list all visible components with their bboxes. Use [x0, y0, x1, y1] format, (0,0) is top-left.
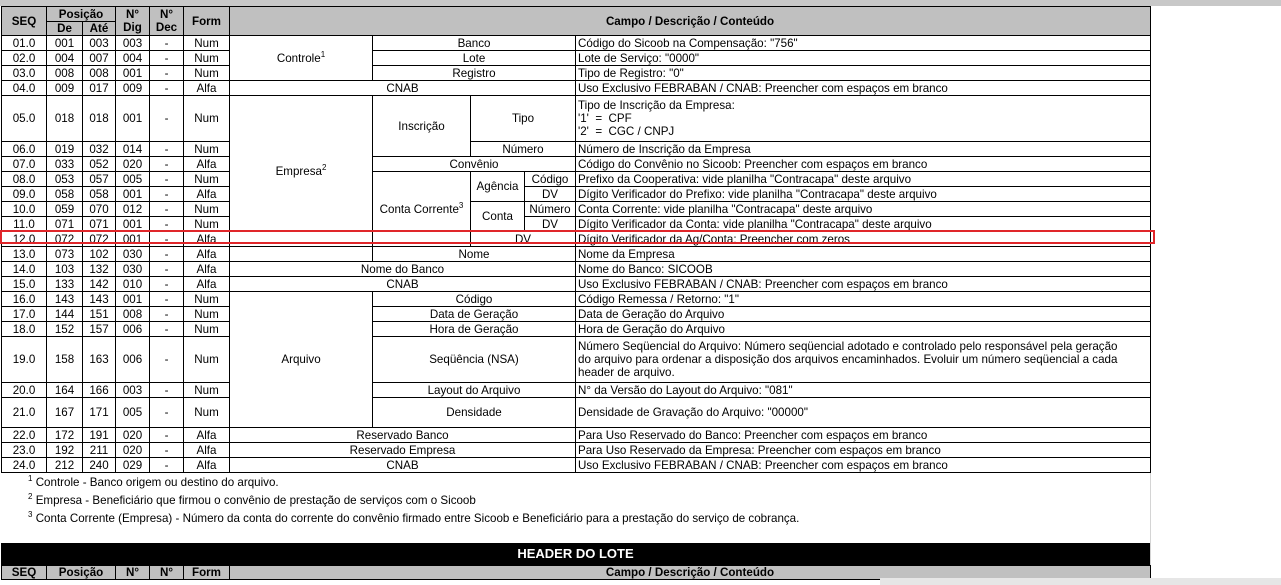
- footnote-1: $^1$ Controle - Banco origem ou destino do arquivo.: [28, 474, 279, 489]
- cell-dec: -: [150, 142, 184, 157]
- cell-dec: -: [150, 428, 184, 443]
- cell-dig: 001: [116, 66, 150, 81]
- cell-de: 019: [47, 142, 83, 157]
- cell-seq: 24.0: [2, 458, 47, 473]
- cell-dec: -: [150, 172, 184, 187]
- table-row: [2, 81, 1151, 96]
- cell-form: Alfa: [184, 277, 230, 292]
- cell-ate: 007: [83, 51, 116, 66]
- cell-seq: 03.0: [2, 66, 47, 81]
- cell-desc: Prefixo da Cooperativa: vide planilha "Contracapa" deste arquivo: [576, 172, 1151, 187]
- cell-form: Num: [184, 142, 230, 157]
- table-row: [2, 443, 1151, 458]
- cell-field: Seqüência (NSA): [373, 337, 576, 383]
- cell-de: 164: [47, 383, 83, 398]
- cell-form: Num: [184, 66, 230, 81]
- table-row: [2, 157, 1151, 172]
- table-row: [2, 217, 1151, 232]
- cell-dec: -: [150, 66, 184, 81]
- cell-ate: 143: [83, 292, 116, 307]
- cell-dig: 006: [116, 337, 150, 383]
- cell-dec: -: [150, 337, 184, 383]
- cell-seq: 06.0: [2, 142, 47, 157]
- table-row: [2, 383, 1151, 398]
- cell-seq: 01.0: [2, 36, 47, 51]
- cell-seq: 20.0: [2, 383, 47, 398]
- cell-ate: 102: [83, 247, 116, 262]
- cell-de: 158: [47, 337, 83, 383]
- cell-dig: 003: [116, 36, 150, 51]
- cell-form: Num: [184, 307, 230, 322]
- cell-field: Nome: [373, 247, 576, 262]
- cell-field: Layout do Arquivo: [373, 383, 576, 398]
- cell-desc: Número Seqüencial do Arquivo: Número seqüencial adotado e controlado pelo responsável pela geração do arquivo para ordenar a disposição dos arquivos encaminhados. Evoluir um número seqüencial a cada header de arquivo.: [576, 337, 1151, 383]
- cell-field: Reservado Banco: [230, 428, 576, 443]
- cell-seq: 09.0: [2, 187, 47, 202]
- footnotes: [28, 476, 799, 530]
- cell-desc: Para Uso Reservado da Empresa: Preencher com espaços em branco: [576, 443, 1151, 458]
- cell-dec: -: [150, 51, 184, 66]
- table-row: [2, 398, 1151, 428]
- table-row: [2, 142, 1151, 157]
- cell-field: Convênio: [373, 157, 576, 172]
- cell-field: DV: [525, 187, 576, 202]
- cell-field: Código: [373, 292, 576, 307]
- cell-desc: Número de Inscrição da Empresa: [576, 142, 1151, 157]
- col-ate: Até: [83, 22, 116, 36]
- cell-form: Alfa: [184, 458, 230, 473]
- cell-desc: N° da Versão do Layout do Arquivo: "081": [576, 383, 1151, 398]
- cell-desc: Conta Corrente: vide planilha "Contracapa" deste arquivo: [576, 202, 1151, 217]
- cell-field: CNAB: [230, 277, 576, 292]
- cell-de: 152: [47, 322, 83, 337]
- cell-de: 143: [47, 292, 83, 307]
- cell-ate: 070: [83, 202, 116, 217]
- table-row: [2, 262, 1151, 277]
- cell-desc: Nome do Banco: SICOOB: [576, 262, 1151, 277]
- cell-field: Hora de Geração: [373, 322, 576, 337]
- cell-dec: -: [150, 202, 184, 217]
- cell-dig: 005: [116, 398, 150, 428]
- col-seq: SEQ: [2, 7, 47, 36]
- cell-form: Num: [184, 383, 230, 398]
- table-row: [2, 36, 1151, 51]
- cell-seq: 19.0: [2, 337, 47, 383]
- cell-de: 009: [47, 81, 83, 96]
- table-row: [2, 96, 1151, 142]
- cell-dec: -: [150, 247, 184, 262]
- cell-seq: 18.0: [2, 322, 47, 337]
- cell-de: 001: [47, 36, 83, 51]
- cell-ate: 072: [83, 232, 116, 247]
- cell-field: Reservado Empresa: [230, 443, 576, 458]
- cell-field: DV: [525, 217, 576, 232]
- footnote-2: $^2$ Empresa - Beneficiário que firmou o convênio de prestação de serviços com o Sicoob: [28, 492, 476, 507]
- cell-seq: 17.0: [2, 307, 47, 322]
- table-row: [2, 322, 1151, 337]
- cell-dec: -: [150, 262, 184, 277]
- cell-dec: -: [150, 398, 184, 428]
- cell-desc: Dígito Verificador do Prefixo: vide planilha "Contracapa" deste arquivo: [576, 187, 1151, 202]
- cell-desc: Código Remessa / Retorno: "1": [576, 292, 1151, 307]
- cell-seq: 14.0: [2, 262, 47, 277]
- cell-ate: 240: [83, 458, 116, 473]
- cell-desc: Dígito Verificador da Ag/Conta: Preencher com zeros: [576, 232, 1151, 247]
- cell-desc: Para Uso Reservado do Banco: Preencher com espaços em branco: [576, 428, 1151, 443]
- cell-form: Alfa: [184, 187, 230, 202]
- cell-field: Registro: [373, 66, 576, 81]
- cell-seq: 10.0: [2, 202, 47, 217]
- cell-dig: 001: [116, 232, 150, 247]
- cell-dig: 030: [116, 262, 150, 277]
- cell-dig: 020: [116, 428, 150, 443]
- cell-form: Num: [184, 172, 230, 187]
- cell-form: Num: [184, 217, 230, 232]
- cell-dig: 001: [116, 96, 150, 142]
- cell-form: Num: [184, 51, 230, 66]
- cell-ate: 052: [83, 157, 116, 172]
- cell-dig: 001: [116, 217, 150, 232]
- col-seq: SEQ: [2, 566, 47, 580]
- group-arquivo: Arquivo: [230, 292, 373, 428]
- col-ndig: N°: [116, 566, 150, 580]
- cell-form: Alfa: [184, 262, 230, 277]
- table-row: [2, 202, 1151, 217]
- cell-dig: 005: [116, 172, 150, 187]
- cell-dig: 004: [116, 51, 150, 66]
- cell-form: Alfa: [184, 247, 230, 262]
- cell-seq: 02.0: [2, 51, 47, 66]
- cell-form: Alfa: [184, 81, 230, 96]
- col-ndec: N° Dec: [150, 7, 184, 36]
- cell-ate: 071: [83, 217, 116, 232]
- group-controle: Controle$^1$: [230, 36, 373, 81]
- cell-dec: -: [150, 322, 184, 337]
- group-empresa-tail: [230, 247, 373, 262]
- table-row: [2, 66, 1151, 81]
- cell-dec: -: [150, 443, 184, 458]
- cell-form: Alfa: [184, 428, 230, 443]
- cell-desc: Uso Exclusivo FEBRABAN / CNAB: Preencher com espaços em branco: [576, 277, 1151, 292]
- cell-ate: 142: [83, 277, 116, 292]
- cell-de: 192: [47, 443, 83, 458]
- cell-de: 018: [47, 96, 83, 142]
- cell-form: Alfa: [184, 232, 230, 247]
- table-row: [2, 307, 1151, 322]
- cell-seq: 23.0: [2, 443, 47, 458]
- cell-field: DV: [471, 232, 576, 247]
- cell-desc: Densidade de Gravação do Arquivo: "00000": [576, 398, 1151, 428]
- table-row: [2, 292, 1151, 307]
- cell-form: Num: [184, 337, 230, 383]
- cell-ate: 003: [83, 36, 116, 51]
- cell-field: CNAB: [230, 458, 576, 473]
- cell-ate: 166: [83, 383, 116, 398]
- cell-dig: 030: [116, 247, 150, 262]
- table-row: [2, 337, 1151, 383]
- desc-line: '1' = CPF: [578, 112, 632, 125]
- cell-ate: 057: [83, 172, 116, 187]
- cell-de: 058: [47, 187, 83, 202]
- cell-seq: 22.0: [2, 428, 47, 443]
- col-posicao: Posição: [47, 566, 116, 580]
- cell-de: 059: [47, 202, 83, 217]
- cell-field: Número: [525, 202, 576, 217]
- cell-dec: -: [150, 292, 184, 307]
- col-form: Form: [184, 566, 230, 580]
- cell-seq: 11.0: [2, 217, 47, 232]
- cell-desc: Nome da Empresa: [576, 247, 1151, 262]
- cell-de: 004: [47, 51, 83, 66]
- cell-ate: 008: [83, 66, 116, 81]
- cell-desc: Código do Sicoob na Compensação: "756": [576, 36, 1151, 51]
- cell-seq: 08.0: [2, 172, 47, 187]
- group-inscricao: Inscrição: [373, 96, 471, 157]
- cell-dig: 001: [116, 292, 150, 307]
- footnote-3: $^3$ Conta Corrente (Empresa) - Número da conta do corrente do convênio firmado entre Sicoob e Beneficiário para a prestação do serviço de cobrança.: [28, 510, 800, 525]
- cell-field: Nome do Banco: [230, 262, 576, 277]
- cell-desc: Tipo de Registro: "0": [576, 66, 1151, 81]
- table-row: [2, 428, 1151, 443]
- cell-ate: 032: [83, 142, 116, 157]
- cell-ate: 018: [83, 96, 116, 142]
- cell-dec: -: [150, 458, 184, 473]
- cell-form: Alfa: [184, 443, 230, 458]
- cell-dec: -: [150, 277, 184, 292]
- cell-seq: 05.0: [2, 96, 47, 142]
- cell-ate: 157: [83, 322, 116, 337]
- cell-dec: -: [150, 232, 184, 247]
- cell-ate: 163: [83, 337, 116, 383]
- table-row: [2, 172, 1151, 187]
- cell-field: Banco: [373, 36, 576, 51]
- cell-dec: -: [150, 96, 184, 142]
- group-conta: Conta: [471, 202, 525, 232]
- cell-de: 053: [47, 172, 83, 187]
- cell-dig: 020: [116, 157, 150, 172]
- cell-dig: 001: [116, 187, 150, 202]
- cell-dig: 010: [116, 277, 150, 292]
- table-row: [2, 277, 1151, 292]
- cell-dec: -: [150, 187, 184, 202]
- cell-dec: -: [150, 36, 184, 51]
- cell-desc: Hora de Geração do Arquivo: [576, 322, 1151, 337]
- cell-form: Num: [184, 398, 230, 428]
- cell-dig: 006: [116, 322, 150, 337]
- section-title: HEADER DO LOTE: [1, 543, 1150, 565]
- col-ndig: N° Dig: [116, 7, 150, 36]
- cell-field: Código: [525, 172, 576, 187]
- cell-ate: 151: [83, 307, 116, 322]
- col-form: Form: [184, 7, 230, 36]
- cell-de: 008: [47, 66, 83, 81]
- cell-desc: Lote de Serviço: "0000": [576, 51, 1151, 66]
- header-arquivo-table: [1, 6, 1151, 473]
- cell-de: 073: [47, 247, 83, 262]
- cell-seq: 13.0: [2, 247, 47, 262]
- cell-de: 167: [47, 398, 83, 428]
- cell-form: Num: [184, 202, 230, 217]
- cell-seq: 04.0: [2, 81, 47, 96]
- cell-dig: 003: [116, 383, 150, 398]
- desc-line: Tipo de Inscrição da Empresa:: [578, 99, 735, 112]
- cell-field: CNAB: [230, 81, 576, 96]
- col-ndec: N°: [150, 566, 184, 580]
- cell-de: 103: [47, 262, 83, 277]
- bottom-strip: [880, 578, 1281, 585]
- cell-seq: 15.0: [2, 277, 47, 292]
- cell-dig: 008: [116, 307, 150, 322]
- cell-dec: -: [150, 217, 184, 232]
- cell-dig: 014: [116, 142, 150, 157]
- cell-dig: 009: [116, 81, 150, 96]
- cell-dec: -: [150, 157, 184, 172]
- cell-form: Num: [184, 96, 230, 142]
- cell-ate: 191: [83, 428, 116, 443]
- cell-form: Num: [184, 36, 230, 51]
- cell-desc: [576, 96, 1151, 142]
- cell-seq: 12.0: [2, 232, 47, 247]
- table-row: [2, 458, 1151, 473]
- cell-field: Data de Geração: [373, 307, 576, 322]
- cell-field: Lote: [373, 51, 576, 66]
- cell-seq: 21.0: [2, 398, 47, 428]
- cell-de: 144: [47, 307, 83, 322]
- cell-ate: 211: [83, 443, 116, 458]
- cell-seq: 16.0: [2, 292, 47, 307]
- cell-desc: Uso Exclusivo FEBRABAN / CNAB: Preencher com espaços em branco: [576, 458, 1151, 473]
- cell-de: 172: [47, 428, 83, 443]
- cell-desc: Uso Exclusivo FEBRABAN / CNAB: Preencher com espaços em branco: [576, 81, 1151, 96]
- cell-dig: 029: [116, 458, 150, 473]
- cell-de: 133: [47, 277, 83, 292]
- cell-field: Densidade: [373, 398, 576, 428]
- cell-form: Num: [184, 322, 230, 337]
- cell-form: Alfa: [184, 157, 230, 172]
- group-conta-corrente: Conta Corrente$^3$: [373, 172, 471, 247]
- cell-desc: Código do Convênio no Sicoob: Preencher com espaços em branco: [576, 157, 1151, 172]
- cell-dec: -: [150, 81, 184, 96]
- cell-de: 033: [47, 157, 83, 172]
- cell-form: Num: [184, 292, 230, 307]
- desc-line: '2' = CGC / CNPJ: [578, 125, 675, 138]
- col-de: De: [47, 22, 83, 36]
- cell-de: 071: [47, 217, 83, 232]
- cell-desc: Dígito Verificador da Conta: vide planilha "Contracapa" deste arquivo: [576, 217, 1151, 232]
- cell-field: Tipo: [471, 96, 576, 142]
- table-row-highlighted: [2, 232, 1151, 247]
- cell-ate: 171: [83, 398, 116, 428]
- cell-de: 212: [47, 458, 83, 473]
- cell-desc: Data de Geração do Arquivo: [576, 307, 1151, 322]
- table-row: [2, 187, 1151, 202]
- cell-dec: -: [150, 383, 184, 398]
- col-posicao: Posição: [47, 7, 116, 22]
- cell-dig: 020: [116, 443, 150, 458]
- col-campo: Campo / Descrição / Conteúdo: [230, 7, 1151, 36]
- cell-seq: 07.0: [2, 157, 47, 172]
- table-row: [2, 247, 1151, 262]
- cell-dec: -: [150, 307, 184, 322]
- group-empresa: Empresa$^2$: [230, 96, 373, 247]
- cell-ate: 017: [83, 81, 116, 96]
- col-campo: Campo / Descrição / Conteúdo: [230, 566, 1151, 580]
- cell-ate: 058: [83, 187, 116, 202]
- cell-dig: 012: [116, 202, 150, 217]
- group-agencia: Agência: [471, 172, 525, 202]
- cell-field: Número: [471, 142, 576, 157]
- cell-de: 072: [47, 232, 83, 247]
- cell-ate: 132: [83, 262, 116, 277]
- table-row: [2, 51, 1151, 66]
